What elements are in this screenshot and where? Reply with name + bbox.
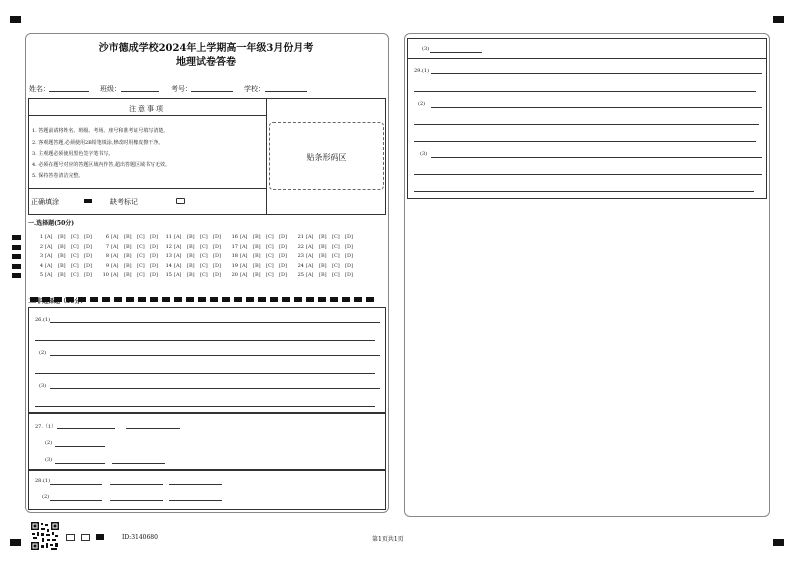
option-bubble-c[interactable]: [C] (71, 244, 79, 250)
option-bubble-c[interactable]: [C] (332, 263, 340, 269)
question-24-options (297, 263, 358, 269)
option-bubble-a[interactable]: [A] (45, 263, 53, 269)
option-bubble-c[interactable]: [C] (332, 244, 340, 250)
section2-title: 二.非选择题（50分） (28, 298, 87, 305)
option-bubble-b[interactable]: [B] (187, 263, 195, 269)
question-4-options (36, 263, 97, 269)
option-bubble-a[interactable]: [A] (174, 263, 182, 269)
option-bubble-b[interactable]: [B] (58, 272, 66, 278)
notice-item: 1. 答题前请将姓名、班级、考场、座号和准考证号填写清楚。 (32, 128, 169, 134)
option-bubble-d[interactable]: [D] (279, 244, 287, 250)
option-bubble-a[interactable]: [A] (45, 272, 53, 278)
option-bubble-c[interactable]: [C] (332, 253, 340, 259)
q29-2-label: (2) (418, 101, 426, 107)
option-bubble-c[interactable]: [C] (200, 272, 208, 278)
option-bubble-b[interactable]: [B] (319, 253, 327, 259)
option-bubble-b[interactable]: [B] (253, 253, 261, 259)
page-number: 第1页共1页 (372, 536, 404, 543)
option-bubble-b[interactable]: [B] (187, 272, 195, 278)
question-number: 11 (165, 234, 172, 240)
option-bubble-b[interactable]: [B] (253, 234, 261, 240)
option-bubble-d[interactable]: [D] (150, 272, 158, 278)
q27-1-blank-a[interactable] (57, 428, 115, 429)
barcode-area-label: 贴条形码区 (306, 153, 347, 162)
option-bubble-a[interactable]: [A] (306, 244, 314, 250)
option-bubble-b[interactable]: [B] (58, 263, 66, 269)
option-bubble-d[interactable]: [D] (84, 234, 92, 240)
question-number: 17 (231, 244, 238, 250)
option-bubble-d[interactable]: [D] (279, 263, 287, 269)
q27-2-label: (2) (45, 440, 53, 446)
option-bubble-a[interactable]: [A] (240, 272, 248, 278)
q28-3-blank[interactable] (430, 52, 482, 53)
option-bubble-b[interactable]: [B] (187, 244, 195, 250)
option-bubble-d[interactable]: [D] (84, 272, 92, 278)
qr-code (30, 521, 60, 551)
q26-1-answer-line[interactable] (50, 322, 380, 323)
correct-fill-label: 正确填涂 (31, 198, 59, 206)
option-bubble-c[interactable]: [C] (266, 244, 274, 250)
question-number: 14 (165, 263, 172, 269)
timing-mark (12, 264, 21, 269)
question-number: 7 (105, 244, 109, 250)
option-bubble-a[interactable]: [A] (111, 234, 119, 240)
option-bubble-d[interactable]: [D] (150, 263, 158, 269)
question-23-options (297, 253, 358, 259)
option-bubble-b[interactable]: [B] (58, 244, 66, 250)
option-bubble-d[interactable]: [D] (150, 234, 158, 240)
notice-title: 注意事项 (129, 105, 165, 113)
option-bubble-d[interactable]: [D] (345, 234, 353, 240)
q29-2-answer-line-3[interactable] (414, 141, 756, 142)
registration-mark-bottom-right (773, 539, 784, 546)
q28-3-label: (3) (422, 46, 430, 52)
question-8-options (102, 253, 163, 259)
option-bubble-b[interactable]: [B] (124, 253, 132, 259)
q29-3-answer-line-3[interactable] (414, 191, 754, 192)
q27-1-blank-b[interactable] (126, 428, 180, 429)
option-bubble-d[interactable]: [D] (345, 263, 353, 269)
exam-title-line1: 沙市德成学校2024年上学期高一年级3月份月考 (98, 43, 314, 54)
q26-2-label: (2) (39, 350, 47, 356)
question-14-options (165, 263, 226, 269)
question-22-options (297, 244, 358, 250)
class-label: 班级： (100, 85, 121, 93)
q27-3-blank-b[interactable] (112, 463, 165, 464)
q26-1-answer-line-2[interactable] (35, 340, 375, 341)
q28-label: 28.(1) (35, 478, 51, 484)
option-bubble-d[interactable]: [D] (84, 244, 92, 250)
question-5-options (36, 272, 97, 278)
option-bubble-c[interactable]: [C] (200, 263, 208, 269)
timing-dash-row (30, 287, 386, 292)
class-field[interactable] (121, 91, 159, 92)
option-bubble-a[interactable]: [A] (111, 244, 119, 250)
question-6-options (102, 234, 163, 240)
question-15-options (165, 272, 226, 278)
timing-mark (12, 245, 21, 250)
question-number: 4 (39, 263, 43, 269)
question-number: 18 (231, 253, 238, 259)
question-2-options (36, 244, 97, 250)
q26-3-answer-line[interactable] (50, 388, 380, 389)
option-bubble-c[interactable]: [C] (71, 234, 79, 240)
question-number: 3 (39, 253, 43, 259)
q28-1-blank-c[interactable] (169, 484, 222, 485)
option-bubble-c[interactable]: [C] (266, 253, 274, 259)
footer-box-empty-2 (81, 534, 90, 541)
option-bubble-a[interactable]: [A] (111, 253, 119, 259)
option-bubble-b[interactable]: [B] (319, 244, 327, 250)
timing-mark (12, 254, 21, 259)
question-17-options (231, 244, 292, 250)
option-bubble-d[interactable]: [D] (150, 244, 158, 250)
q26-answer-box (28, 307, 386, 414)
option-bubble-b[interactable]: [B] (124, 263, 132, 269)
question-11-options (165, 234, 226, 240)
question-number: 6 (105, 234, 109, 240)
option-bubble-d[interactable]: [D] (279, 253, 287, 259)
option-bubble-c[interactable]: [C] (71, 253, 79, 259)
option-bubble-b[interactable]: [B] (319, 272, 327, 278)
exam-number-field[interactable] (191, 91, 233, 92)
q28-2-blank-a[interactable] (50, 500, 102, 501)
school-label: 学校： (244, 85, 265, 93)
q26-2-answer-line-2[interactable] (35, 373, 375, 374)
notice-title-divider (28, 115, 266, 116)
option-bubble-d[interactable]: [D] (84, 253, 92, 259)
q29-2-answer-line[interactable] (431, 107, 762, 108)
option-bubble-a[interactable]: [A] (45, 244, 53, 250)
question-number: 21 (297, 234, 304, 240)
q26-3-answer-line-2[interactable] (35, 406, 375, 407)
q28-2-blank-c[interactable] (169, 500, 222, 501)
question-number: 9 (105, 263, 109, 269)
q27-2-blank[interactable] (55, 446, 105, 447)
q27-label: 27.（1） (35, 424, 57, 430)
footer-box-filled (96, 534, 104, 540)
paper-id: ID:3140680 (122, 534, 158, 541)
q26-3-label: (3) (39, 383, 47, 389)
option-bubble-b[interactable]: [B] (124, 234, 132, 240)
option-bubble-a[interactable]: [A] (240, 253, 248, 259)
option-bubble-b[interactable]: [B] (187, 234, 195, 240)
notice-divider-vertical (266, 98, 267, 214)
option-bubble-a[interactable]: [A] (306, 263, 314, 269)
timing-mark (12, 273, 21, 278)
registration-mark-top-left (10, 16, 21, 23)
notice-item: 5. 保持答卷清洁完整。 (32, 173, 84, 179)
q29-2-answer-line-2[interactable] (414, 124, 759, 125)
option-bubble-c[interactable]: [C] (266, 272, 274, 278)
q29-3-answer-line-2[interactable] (414, 174, 762, 175)
option-bubble-d[interactable]: [D] (213, 234, 221, 240)
option-bubble-c[interactable]: [C] (332, 272, 340, 278)
question-number: 20 (231, 272, 238, 278)
notice-fill-divider (28, 188, 266, 189)
option-bubble-c[interactable]: [C] (137, 244, 145, 250)
absent-mark-label: 缺考标记 (110, 198, 138, 206)
exam-number-label: 考号： (171, 85, 192, 93)
question-number: 22 (297, 244, 304, 250)
section1-title: 一.选择题(50分) (28, 220, 75, 227)
question-21-options (297, 234, 358, 240)
option-bubble-a[interactable]: [A] (45, 253, 53, 259)
q26-2-answer-line[interactable] (50, 355, 380, 356)
q28-1-blank-a[interactable] (50, 484, 102, 485)
option-bubble-a[interactable]: [A] (306, 253, 314, 259)
q28-1-blank-b[interactable] (110, 484, 163, 485)
option-bubble-a[interactable]: [A] (306, 272, 314, 278)
option-bubble-b[interactable]: [B] (58, 253, 66, 259)
option-bubble-a[interactable]: [A] (45, 234, 53, 240)
question-number: 16 (231, 234, 238, 240)
question-number: 1 (39, 234, 43, 240)
option-bubble-d[interactable]: [D] (345, 253, 353, 259)
option-bubble-c[interactable]: [C] (71, 263, 79, 269)
option-bubble-a[interactable]: [A] (174, 234, 182, 240)
option-bubble-b[interactable]: [B] (253, 263, 261, 269)
option-bubble-c[interactable]: [C] (137, 253, 145, 259)
option-bubble-a[interactable]: [A] (240, 263, 248, 269)
question-7-options (102, 244, 163, 250)
q26-label: 26.(1) (35, 317, 51, 323)
q29-3-label: (3) (420, 151, 428, 157)
question-number: 5 (39, 272, 43, 278)
q29-label: 29.(1) (414, 68, 430, 74)
option-bubble-b[interactable]: [B] (124, 272, 132, 278)
correct-fill-sample (84, 199, 92, 203)
question-12-options (165, 244, 226, 250)
question-25-options (297, 272, 358, 278)
school-field[interactable] (265, 91, 307, 92)
option-bubble-d[interactable]: [D] (213, 263, 221, 269)
option-bubble-a[interactable]: [A] (306, 234, 314, 240)
option-bubble-a[interactable]: [A] (174, 244, 182, 250)
option-bubble-d[interactable]: [D] (84, 263, 92, 269)
question-number: 8 (105, 253, 109, 259)
option-bubble-b[interactable]: [B] (187, 253, 195, 259)
option-bubble-d[interactable]: [D] (213, 272, 221, 278)
notice-item: 2. 客观题答题,必须使用2B铅笔填涂,修改时用橡皮擦干净。 (32, 140, 164, 146)
question-13-options (165, 253, 226, 259)
notice-item: 4. 必须在题号对应的答题区域内作答,超出答题区域书写无效。 (32, 162, 170, 168)
option-bubble-b[interactable]: [B] (319, 234, 327, 240)
q28-2-label: (2) (42, 494, 50, 500)
option-bubble-c[interactable]: [C] (137, 234, 145, 240)
option-bubble-c[interactable]: [C] (71, 272, 79, 278)
option-bubble-c[interactable]: [C] (332, 234, 340, 240)
question-10-options (102, 272, 163, 278)
q27-3-label: (3) (45, 457, 53, 463)
option-bubble-c[interactable]: [C] (266, 234, 274, 240)
notice-item: 3. 主观题必须使用黑色签字笔书写。 (32, 151, 114, 157)
name-label: 姓名： (29, 85, 50, 93)
footer-box-empty-1 (66, 534, 75, 541)
option-bubble-c[interactable]: [C] (200, 234, 208, 240)
registration-mark-top-right (773, 16, 784, 23)
option-bubble-a[interactable]: [A] (111, 263, 119, 269)
option-bubble-c[interactable]: [C] (137, 263, 145, 269)
option-bubble-c[interactable]: [C] (137, 272, 145, 278)
question-18-options (231, 253, 292, 259)
question-number: 13 (165, 253, 172, 259)
question-number: 23 (297, 253, 304, 259)
option-bubble-c[interactable]: [C] (200, 244, 208, 250)
option-bubble-d[interactable]: [D] (279, 234, 287, 240)
question-19-options (231, 263, 292, 269)
option-bubble-c[interactable]: [C] (266, 263, 274, 269)
option-bubble-c[interactable]: [C] (200, 253, 208, 259)
exam-title-line2: 地理试卷答卷 (176, 57, 236, 68)
option-bubble-d[interactable]: [D] (345, 244, 353, 250)
option-bubble-b[interactable]: [B] (124, 244, 132, 250)
question-number: 15 (165, 272, 172, 278)
question-16-options (231, 234, 292, 240)
question-3-options (36, 253, 97, 259)
option-bubble-b[interactable]: [B] (319, 263, 327, 269)
question-1-options (36, 234, 97, 240)
question-number: 2 (39, 244, 43, 250)
q27-3-blank-a[interactable] (55, 463, 105, 464)
option-bubble-a[interactable]: [A] (174, 253, 182, 259)
option-bubble-a[interactable]: [A] (240, 234, 248, 240)
option-bubble-b[interactable]: [B] (253, 244, 261, 250)
question-number: 10 (102, 272, 109, 278)
question-9-options (102, 263, 163, 269)
name-field[interactable] (49, 91, 89, 92)
registration-mark-bottom-left (10, 539, 21, 546)
q29-1-answer-line-2[interactable] (414, 91, 756, 92)
option-bubble-d[interactable]: [D] (213, 253, 221, 259)
option-bubble-d[interactable]: [D] (279, 272, 287, 278)
option-bubble-d[interactable]: [D] (345, 272, 353, 278)
option-bubble-d[interactable]: [D] (213, 244, 221, 250)
timing-mark (12, 235, 21, 240)
question-number: 25 (297, 272, 304, 278)
q29-1-answer-line[interactable] (431, 73, 762, 74)
question-20-options (231, 272, 292, 278)
option-bubble-a[interactable]: [A] (240, 244, 248, 250)
option-bubble-a[interactable]: [A] (111, 272, 119, 278)
option-bubble-b[interactable]: [B] (253, 272, 261, 278)
question-number: 12 (165, 244, 172, 250)
question-number: 24 (297, 263, 304, 269)
right-inner-divider (407, 58, 766, 59)
q28-2-blank-b[interactable] (110, 500, 163, 501)
q29-3-answer-line[interactable] (431, 157, 762, 158)
option-bubble-d[interactable]: [D] (150, 253, 158, 259)
option-bubble-a[interactable]: [A] (174, 272, 182, 278)
q28-answer-box (28, 469, 386, 510)
option-bubble-b[interactable]: [B] (58, 234, 66, 240)
absent-mark-checkbox[interactable] (176, 198, 185, 204)
question-number: 19 (231, 263, 238, 269)
